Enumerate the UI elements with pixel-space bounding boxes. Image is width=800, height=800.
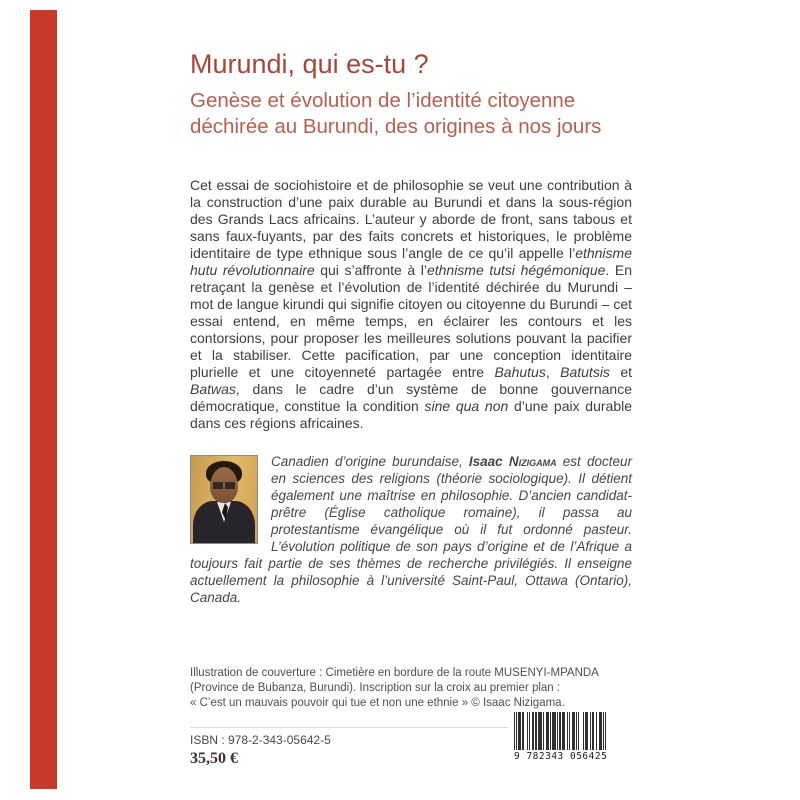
credit-line-3: « C’est un mauvais pouvoir qui tue et non une ethnie » © Isaac Nizigama. xyxy=(190,697,565,709)
subtitle-line-1: Genèse et évolution de l’identité citoyenne xyxy=(190,89,576,112)
author-bio: Canadien d’origine burundaise, Isaac Nizigama est docteur en sciences des religions (théorie sociologique). Il détient également une maîtrise en philosophie. D’ancien candidat-prêtre (Église catholique romaine), il passa au protestantisme évangélique où il fut ordonné pasteur. L’évolution politique de son pays d’origine et de l’Afrique a toujours fait partie de ses thèmes de recherche privilégiés. Il enseigne actuellement la philosophie à l’université Saint-Paul, Ottawa (Ontario), Canada. xyxy=(190,454,632,605)
barcode xyxy=(514,712,606,762)
spine-bar xyxy=(30,10,57,789)
credit-line-1: Illustration de couverture : Cimetière en bordure de la route MUSENYI-MPANDA xyxy=(190,667,599,679)
price-text: 35,50 € xyxy=(190,750,238,767)
synopsis-paragraph: Cet essai de sociohistoire et de philosophie se veut une contribution à la construction d’une paix durable au Burundi et dans la sous-région des Grands Lacs africains. L’auteur y aborde de front, sans tabous et sans faux-fuyants, par des faits concrets et historiques, le problème identitaire de type ethnique sous l’angle de ce qu’il appelle l’ethnisme hutu révolutionnaire qui s’affronte à l’ethnisme tutsi hégémonique. En retraçant la genèse et l’évolution de l’identité déchirée du Murundi – mot de langue kirundi qui signifie citoyen ou citoyenne du Burundi – cet essai entend, en même temps, en éclairer les contours et les contorsions, pour proposer les meilleures solutions pouvant la pacifier et la stabiliser. Cette pacification, par une conception identitaire plurielle et une citoyenneté partagée entre Bahutus, Batutsis et Batwas, dans le cadre d’un système de bonne gouvernance démocratique, constitue la condition sine qua non d’une paix durable dans ces régions africaines. xyxy=(190,177,633,431)
author-section xyxy=(190,453,632,606)
book-subtitle xyxy=(190,88,710,140)
isbn-text: ISBN : 978-2-343-05642-5 xyxy=(190,733,331,747)
divider-line xyxy=(190,727,508,728)
subtitle-line-2: déchirée au Burundi, des origines à nos jours xyxy=(190,115,602,138)
cover-credit xyxy=(190,666,670,711)
author-photo xyxy=(190,455,258,544)
author-photo-glasses xyxy=(211,482,237,489)
credit-line-2: (Province de Bubanza, Burundi). Inscription sur la croix au premier plan : xyxy=(190,682,561,694)
barcode-digits: 9 782343 056425 xyxy=(514,751,608,762)
barcode-bars xyxy=(514,712,606,750)
book-title: Murundi, qui es-tu ? xyxy=(190,49,429,79)
